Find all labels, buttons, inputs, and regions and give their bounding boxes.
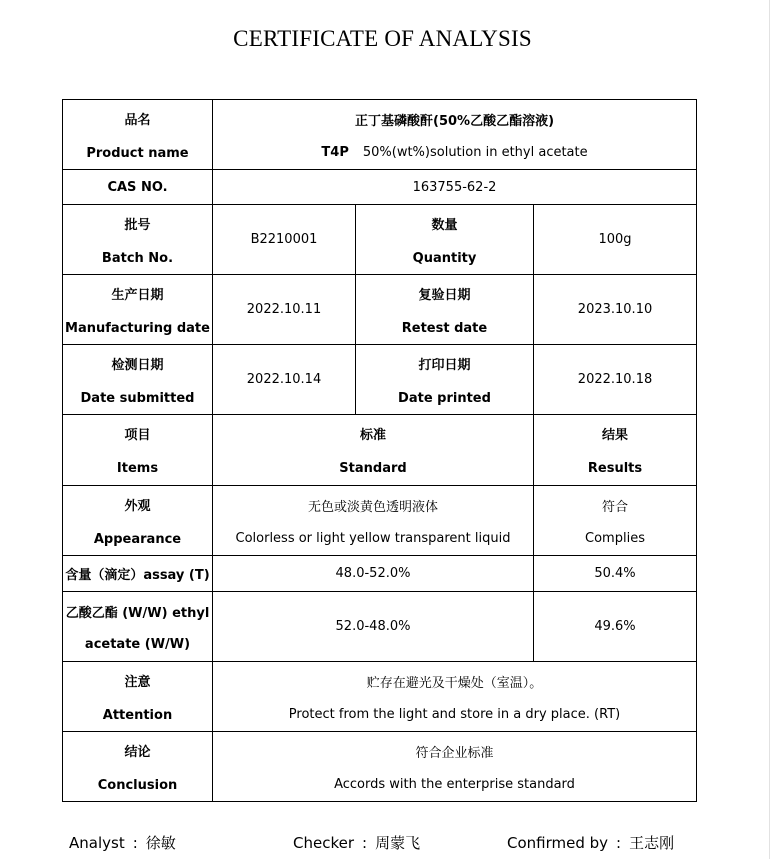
appearance-result-cell	[534, 486, 697, 556]
product-label-cn: 品名	[124, 112, 151, 128]
standard-header	[213, 415, 534, 486]
product-label-en: Product name	[86, 145, 189, 161]
attention-text-en: Protect from the light and store in a dry place. (RT)	[288, 706, 621, 722]
analyst-signature	[69, 832, 176, 853]
cas-value: 163755-62-2	[213, 170, 697, 205]
attention-label-cn: 注意	[124, 674, 151, 690]
appearance-row	[63, 486, 697, 556]
checker-label: Checker	[293, 834, 355, 852]
manufacturing-label-cn: 生产日期	[111, 287, 164, 303]
attention-text-cn: 贮存在避光及干燥处（室温）。	[366, 675, 543, 691]
appearance-label-cell	[63, 486, 213, 556]
retest-label-cn: 复验日期	[418, 287, 471, 303]
cas-label: CAS NO.	[63, 170, 213, 205]
quantity-label-cell	[356, 205, 534, 275]
batch-value: B2210001	[213, 205, 356, 275]
ethyl-acetate-standard: 52.0-48.0%	[213, 592, 534, 662]
product-name-en-line	[213, 145, 696, 160]
standard-header-en: Standard	[339, 461, 407, 476]
conclusion-row	[63, 732, 697, 802]
product-label-cell	[63, 100, 213, 170]
conclusion-text-cn: 符合企业标准	[415, 745, 494, 761]
items-header-en: Items	[116, 461, 159, 476]
printed-date: 2022.10.18	[534, 345, 697, 415]
appearance-label-en: Appearance	[93, 531, 182, 547]
batch-label-en: Batch No.	[101, 250, 174, 266]
product-value-cell	[213, 100, 697, 170]
assay-standard: 48.0-52.0%	[213, 556, 534, 592]
document-title: CERTIFICATE OF ANALYSIS	[233, 26, 532, 51]
appearance-standard-cn: 无色或淡黄色透明液体	[307, 499, 438, 515]
product-code: T4P	[321, 144, 349, 160]
analyst-separator: :	[132, 834, 138, 852]
product-name-cn: 正丁基磷酸酐(50%乙酸乙酯溶液)	[355, 113, 555, 129]
ethyl-acetate-label-line2: acetate (W/W)	[84, 636, 191, 652]
submitted-row	[63, 345, 697, 415]
confirmed-separator: :	[616, 834, 622, 852]
assay-row	[63, 556, 697, 592]
checker-separator: :	[362, 834, 368, 852]
confirmed-name: 王志刚	[629, 834, 675, 852]
analyst-label: Analyst	[69, 834, 125, 852]
header-row	[63, 415, 697, 486]
ethyl-acetate-result: 49.6%	[534, 592, 697, 662]
attention-label-cell	[63, 662, 213, 732]
submitted-date: 2022.10.14	[213, 345, 356, 415]
checker-signature	[293, 832, 420, 853]
checker-name: 周蒙飞	[375, 834, 421, 852]
page-edge-divider	[769, 0, 770, 859]
appearance-result-en: Complies	[585, 530, 645, 546]
appearance-result-cn: 符合	[602, 499, 629, 515]
manufacturing-label-en: Manufacturing date	[65, 320, 210, 336]
batch-label-cell	[63, 205, 213, 275]
results-header	[534, 415, 697, 486]
standard-header-cn: 标准	[359, 428, 386, 443]
retest-label-cell	[356, 275, 534, 345]
analyst-name: 徐敏	[145, 834, 176, 852]
results-header-cn: 结果	[602, 428, 629, 443]
submitted-label-en: Date submitted	[80, 390, 195, 406]
product-name-en: 50%(wt%)solution in ethyl acetate	[362, 144, 588, 160]
attention-text-cell	[213, 662, 697, 732]
appearance-label-cn: 外观	[124, 498, 151, 514]
retest-label-en: Retest date	[401, 320, 488, 336]
retest-date: 2023.10.10	[534, 275, 697, 345]
printed-label-cn: 打印日期	[418, 357, 471, 373]
signature-line	[0, 832, 771, 854]
manufacturing-row	[63, 275, 697, 345]
results-header-en: Results	[587, 461, 643, 476]
product-row	[63, 100, 697, 170]
conclusion-text-cell	[213, 732, 697, 802]
conclusion-label-en: Conclusion	[97, 777, 178, 793]
submitted-label-cell	[63, 345, 213, 415]
printed-label-cell	[356, 345, 534, 415]
batch-label-cn: 批号	[124, 217, 151, 233]
ethyl-acetate-label-line1: 乙酸乙酯 (W/W) ethyl	[65, 605, 210, 621]
items-header-cn: 项目	[124, 428, 151, 443]
printed-label-en: Date printed	[398, 390, 491, 406]
conclusion-label-cn: 结论	[124, 744, 151, 760]
items-header	[63, 415, 213, 486]
attention-row	[63, 662, 697, 732]
ethyl-acetate-label-cell	[63, 592, 213, 662]
cas-row	[63, 170, 697, 205]
confirmed-label: Confirmed by	[507, 834, 609, 852]
quantity-label-cn: 数量	[431, 217, 458, 233]
conclusion-label-cell	[63, 732, 213, 802]
appearance-standard-cell	[213, 486, 534, 556]
quantity-value: 100g	[534, 205, 697, 275]
submitted-label-cn: 检测日期	[111, 357, 164, 373]
confirmed-signature	[507, 832, 674, 853]
ethyl-acetate-row	[63, 592, 697, 662]
manufacturing-label-cell	[63, 275, 213, 345]
conclusion-text-en: Accords with the enterprise standard	[334, 776, 575, 792]
appearance-standard-en: Colorless or light yellow transparent liquid	[235, 530, 511, 546]
attention-label-en: Attention	[102, 707, 173, 723]
analysis-table	[62, 99, 697, 802]
assay-result: 50.4%	[534, 556, 697, 592]
batch-row	[63, 205, 697, 275]
quantity-label-en: Quantity	[412, 250, 477, 266]
assay-label: 含量（滴定）assay (T)	[63, 556, 213, 592]
manufacturing-date: 2022.10.11	[213, 275, 356, 345]
